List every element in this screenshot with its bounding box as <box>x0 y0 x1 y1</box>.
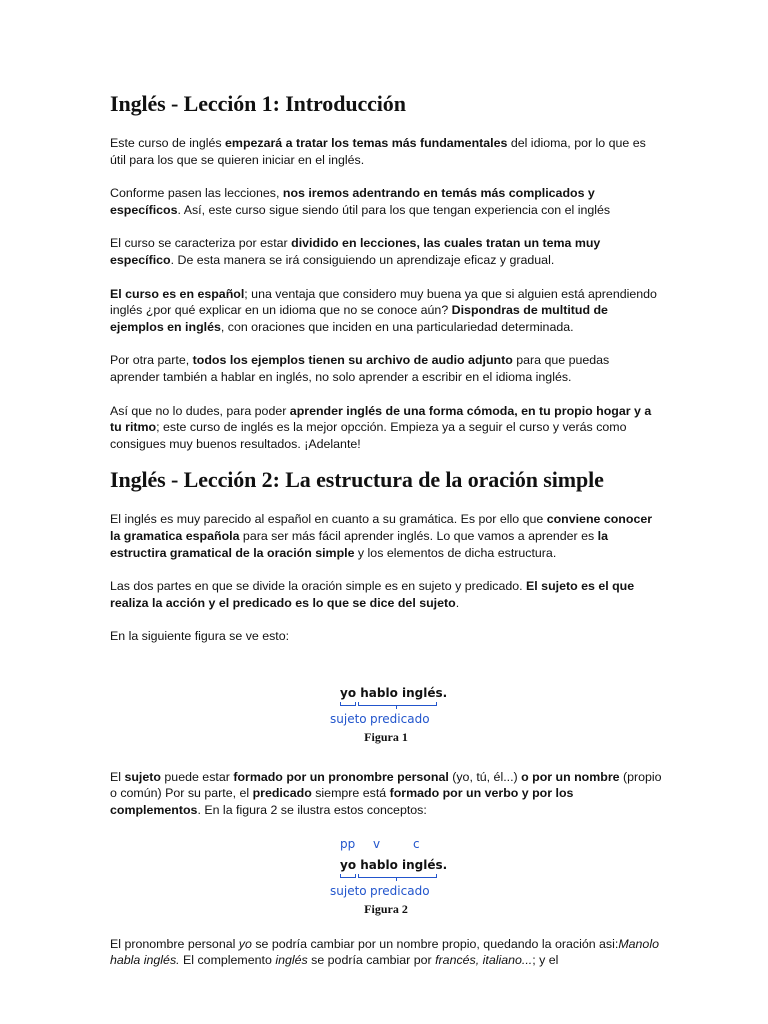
lesson1-title: Inglés - Lección 1: Introducción <box>110 91 406 116</box>
lesson2-title: Inglés - Lección 2: La estructura de la oración simple <box>110 467 604 493</box>
lesson2-paragraph-4: El sujeto puede estar formado por un pronombre personal (yo, tú, él...) o por un nombre (propio o común) Por su parte, el predicado siempre está formado por un verbo y por los complementos. En la figura 2 se ilustra estos conceptos: <box>110 769 662 818</box>
lesson1-paragraph-2: Conforme pasen las lecciones, nos iremos adentrando en temás más complicados y específicos. Así, este curso sigue siendo útil para los que tengan experiencia con el inglés <box>110 186 611 217</box>
figure1-subject-bracket <box>340 702 356 706</box>
lesson2-paragraph-5: El pronombre personal yo se podría cambiar por un nombre propio, quedando la oración asi:Manolo habla inglés. El complemento inglés se podría cambiar por francés, italiano...; y el <box>110 936 659 968</box>
figure1-predicate-bracket-mid <box>396 706 397 709</box>
lesson1-paragraph-1: Este curso de inglés empezará a tratar los temas más fundamentales del idioma, por lo que es útil para los que se quieren iniciar en el inglés. <box>110 136 646 167</box>
figure1-sentence: yo hablo inglés. <box>340 685 448 700</box>
lesson1-paragraph-6: Así que no lo dudes, para poder aprender inglés de una forma cómoda, en tu propio hogar y a tu ritmo; este curso de inglés es la mejor opcción. Empieza ya a seguir el curso y verás como consigues muy buenos resultados. ¡Adelante! <box>110 403 652 451</box>
lesson1-paragraph-3: El curso se caracteriza por estar dividido en lecciones, las cuales tratan un tema muy específico. De esta manera se irá consiguiendo un aprendizaje eficaz y gradual. <box>110 236 601 267</box>
figure2-v-label: v <box>373 836 381 851</box>
figure2-pp-label: pp <box>340 836 356 851</box>
figure2-predicate-bracket-mid <box>396 878 397 881</box>
figure2-sentence: yo hablo inglés. <box>340 857 448 872</box>
figure1-subject-label: sujeto <box>330 711 367 726</box>
figure2-predicate-label: predicado <box>370 883 430 898</box>
lesson1-paragraph-4: El curso es en español; una ventaja que considero muy buena ya que si alguien está aprendiendo inglés ¿por qué explicar en un idioma que no se conoce aún? Dispondras de multitud de ejemplos en inglés, con oraciones que inciden en una particulariedad determinada. <box>110 286 657 334</box>
figure-1 <box>110 645 662 769</box>
lesson1-paragraph-5: Por otra parte, todos los ejemplos tienen su archivo de audio adjunto para que puedas aprender también a hablar en inglés, no solo aprender a escribir en el idioma inglés. <box>110 353 610 384</box>
figure2-predicate-bracket <box>358 874 437 878</box>
figure2-c-label: c <box>413 836 420 851</box>
lesson2-paragraph-2: Las dos partes en que se divide la oración simple es en sujeto y predicado. El sujeto es el que realiza la acción y el predicado es lo que se dice del sujeto. <box>110 579 635 610</box>
figure1-caption: Figura 1 <box>364 729 408 744</box>
figure2-caption: Figura 2 <box>364 901 408 916</box>
figure1-predicate-label: predicado <box>370 711 430 726</box>
lesson2-paragraph-1: El inglés es muy parecido al español en cuanto a su gramática. Es por ello que conviene conocer la gramatica española para ser más fácil aprender inglés. Lo que vamos a aprender es la estructira gramatical de la oración simple y los elementos de dicha estructura. <box>110 512 653 560</box>
figure1-predicate-bracket <box>358 702 437 706</box>
figure2-subject-label: sujeto <box>330 883 367 898</box>
figure2-subject-bracket <box>340 874 356 878</box>
figure-2 <box>110 819 662 936</box>
lesson2-paragraph-3: En la siguiente figura se ve esto: <box>110 629 290 644</box>
document-page <box>110 90 662 969</box>
